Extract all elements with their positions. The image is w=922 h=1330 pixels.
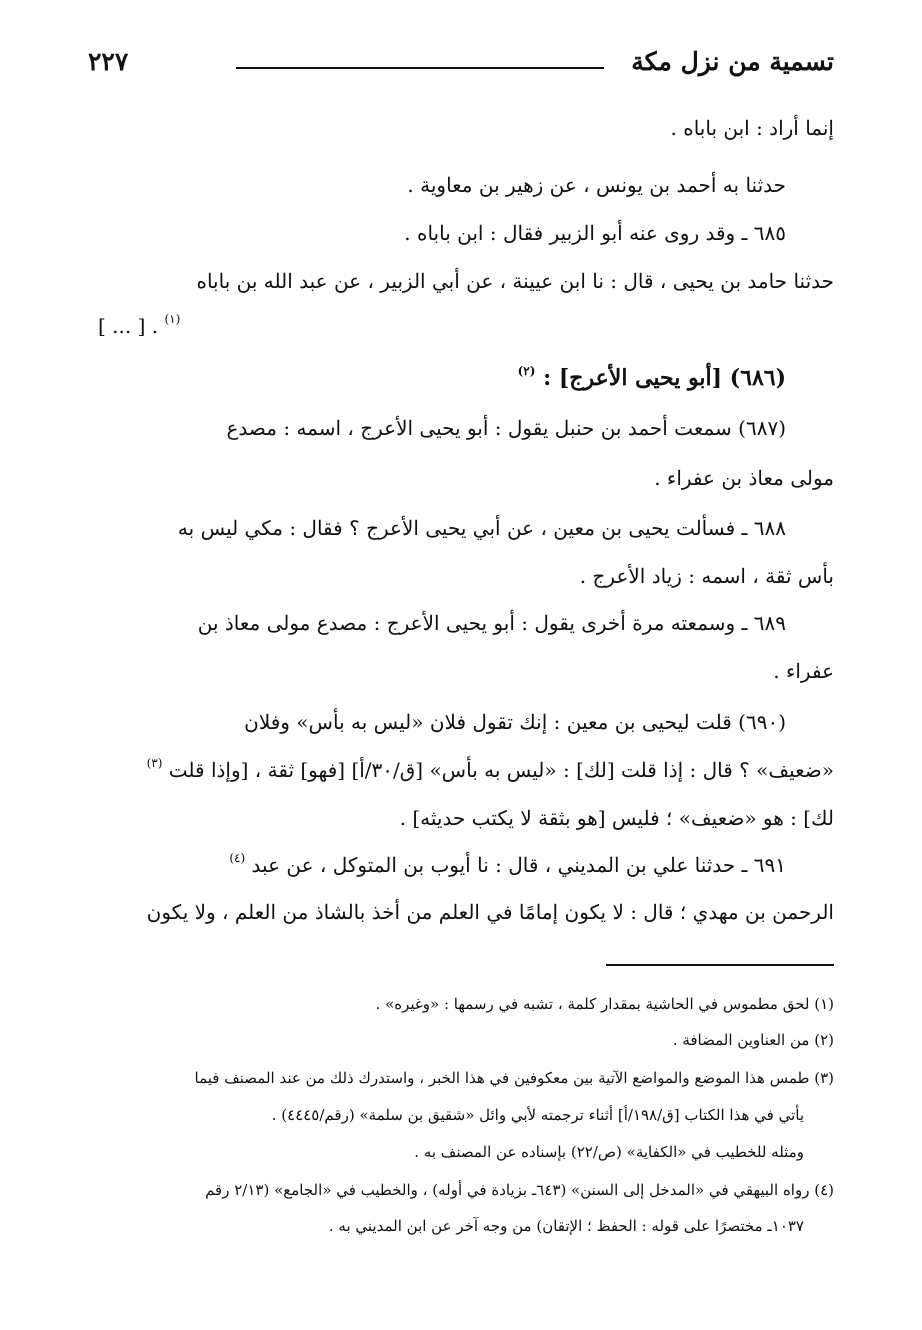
text-line: عفراء . bbox=[773, 659, 834, 683]
text-line: ٦٨٩ ـ وسمعته مرة أخرى يقول : أبو يحيى الأعرج : مصدع مولى معاذ بن bbox=[197, 611, 786, 635]
text-line: الرحمن بن مهدي ؛ قال : لا يكون إمامًا في العلم من أخذ بالشاذ من العلم ، ولا يكون bbox=[146, 900, 834, 924]
ellipsis-bracket-text: [ ... ] . bbox=[98, 314, 159, 338]
text-line: حدثنا حامد بن يحيى ، قال : نا ابن عيينة ، عن أبي الزبير ، عن عبد الله بن باباه bbox=[196, 269, 834, 293]
footnote: (٢) من العناوين المضافة . bbox=[672, 1031, 834, 1049]
footnote-separator bbox=[606, 964, 834, 966]
page-header bbox=[88, 42, 834, 90]
footnote-continuation: ١٠٣٧ـ مختصرًا على قوله : الحفظ ؛ الإتقان) من وجه آخر عن ابن المديني به . bbox=[328, 1217, 804, 1235]
footnote: (١) لحق مطموس في الحاشية بمقدار كلمة ، تشبه في رسمها : «وغيره» . bbox=[375, 995, 834, 1013]
footnote: (٣) طمس هذا الموضع والمواضع الآتية بين معكوفين في هذا الخبر ، واستدرك ذلك من عند المصنف فيما bbox=[194, 1069, 834, 1087]
hadith-text: ٦٩١ ـ حدثنا علي بن المديني ، قال : نا أيوب بن المتوكل ، عن عبد bbox=[251, 853, 786, 877]
citation-text: «ضعيف» ؟ قال : إذا قلت [لك] : «ليس به بأس» [ق/٣٠/أ] [فهو] ثقة ، [وإذا قلت bbox=[168, 758, 834, 782]
footnote-reference: (٢) bbox=[517, 364, 536, 378]
text-line: (٦٨٧) سمعت أحمد بن حنبل يقول : أبو يحيى الأعرج ، اسمه : مصدع bbox=[226, 416, 786, 440]
running-title: تسمية من نزل مكة bbox=[631, 47, 834, 76]
text-line bbox=[98, 308, 834, 347]
text-line: بأس ثقة ، اسمه : زياد الأعرج . bbox=[579, 564, 834, 588]
text-line: لك] : هو «ضعيف» ؛ فليس [هو بثقة لا يكتب حديثه] . bbox=[399, 806, 834, 830]
text-line: (٦٩٠) قلت ليحيى بن معين : إنك تقول فلان «ليس به بأس» وفلان bbox=[244, 710, 786, 734]
text-line: ٦٨٥ ـ وقد روى عنه أبو الزبير فقال : ابن باباه . bbox=[404, 221, 786, 245]
text-line: إنما أراد : ابن باباه . bbox=[670, 116, 834, 140]
footnote-reference: (٣) bbox=[146, 756, 163, 770]
text-line bbox=[98, 752, 834, 791]
footnote-continuation: ومثله للخطيب في «الكفاية» (ص/٢٢) بإسناده عن المصنف به . bbox=[414, 1143, 804, 1161]
heading-text: (٦٨٦) [أبو يحيى الأعرج] : bbox=[543, 365, 786, 391]
footnote-reference: (١) bbox=[164, 312, 181, 326]
footnote: (٤) رواه البيهقي في «المدخل إلى السنن» (٦٤٣ـ بزيادة في أوله) ، والخطيب في «الجامع» (٢/١٣ رقم bbox=[205, 1181, 834, 1199]
text-line: ٦٨٨ ـ فسألت يحيى بن معين ، عن أبي يحيى الأعرج ؟ فقال : مكي ليس به bbox=[177, 516, 786, 540]
footnote-reference: (٤) bbox=[229, 851, 246, 865]
page-number: ٢٢٧ bbox=[88, 47, 129, 76]
header-rule bbox=[236, 67, 604, 69]
text-line: مولى معاذ بن عفراء . bbox=[654, 466, 834, 490]
section-heading bbox=[98, 360, 834, 399]
footnote-continuation: يأتي في هذا الكتاب [ق/١٩٨/أ] أثناء ترجمته لأبي وائل «شقيق بن سلمة» (رقم/٤٤٤٥) . bbox=[271, 1106, 804, 1124]
text-line: حدثنا به أحمد بن يونس ، عن زهير بن معاوية . bbox=[407, 173, 786, 197]
text-line bbox=[98, 847, 834, 886]
